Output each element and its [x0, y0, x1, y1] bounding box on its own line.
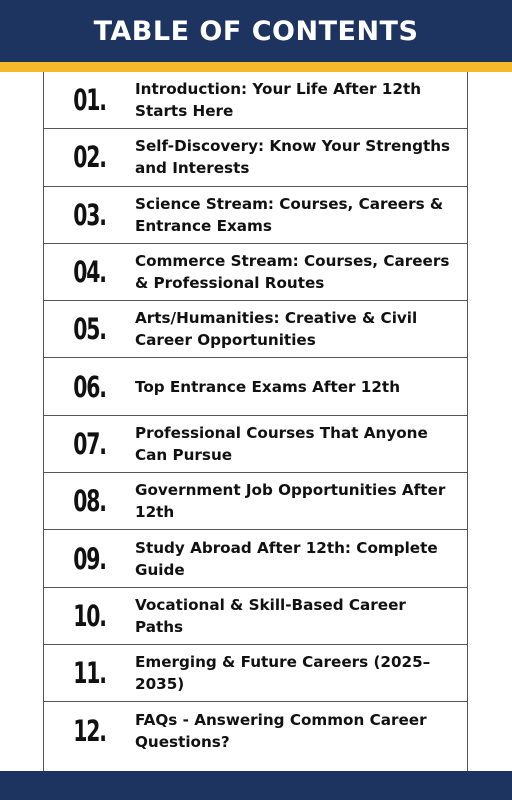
- accent-stripe: [0, 62, 512, 72]
- toc-number: 03.: [73, 197, 106, 232]
- toc-number: 10.: [73, 598, 106, 633]
- toc-number: 02.: [73, 140, 106, 175]
- toc-title: Study Abroad After 12th: Complete Guide: [135, 538, 438, 579]
- toc-row: [44, 244, 467, 301]
- toc-row: [44, 702, 467, 759]
- toc-title: Government Job Opportunities After 12th: [135, 481, 446, 522]
- toc-row: [44, 358, 467, 415]
- toc-number: 07.: [73, 426, 106, 461]
- toc-number: 11.: [73, 656, 106, 691]
- toc-title: Introduction: Your Life After 12th Starts Here: [135, 80, 422, 121]
- page-title: TABLE OF CONTENTS: [93, 15, 419, 47]
- toc-number: 04.: [73, 255, 106, 290]
- toc-row: [44, 416, 467, 473]
- toc-row: [44, 473, 467, 530]
- toc-title: Vocational & Skill-Based Career Paths: [135, 595, 406, 636]
- toc-title: Top Entrance Exams After 12th: [135, 377, 401, 396]
- footer-bar: [0, 771, 512, 800]
- toc-title: Emerging & Future Careers (2025–2035): [135, 653, 431, 694]
- toc-row: [44, 588, 467, 645]
- toc-number: 01.: [73, 83, 106, 118]
- toc-title: Arts/Humanities: Creative & Civil Career Opportunities: [135, 309, 418, 350]
- toc-title: Self-Discovery: Know Your Strengths and Interests: [135, 137, 451, 178]
- toc-number: 08.: [73, 484, 106, 519]
- toc-row: [44, 187, 467, 244]
- header-banner: [0, 0, 512, 62]
- toc-number: 12.: [73, 713, 106, 748]
- toc-title: FAQs - Answering Common Career Questions?: [135, 710, 427, 751]
- toc-number: 05.: [73, 312, 106, 347]
- table-of-contents: [43, 72, 468, 771]
- toc-row: [44, 301, 467, 358]
- toc-number: 09.: [73, 541, 106, 576]
- toc-title: Commerce Stream: Courses, Careers & Professional Routes: [135, 252, 450, 293]
- toc-row: [44, 129, 467, 186]
- toc-row: [44, 645, 467, 702]
- toc-number: 06.: [73, 369, 106, 404]
- toc-title: Science Stream: Courses, Careers & Entrance Exams: [135, 194, 444, 235]
- toc-row: [44, 72, 467, 129]
- toc-title: Professional Courses That Anyone Can Pursue: [135, 423, 428, 464]
- toc-row: [44, 530, 467, 587]
